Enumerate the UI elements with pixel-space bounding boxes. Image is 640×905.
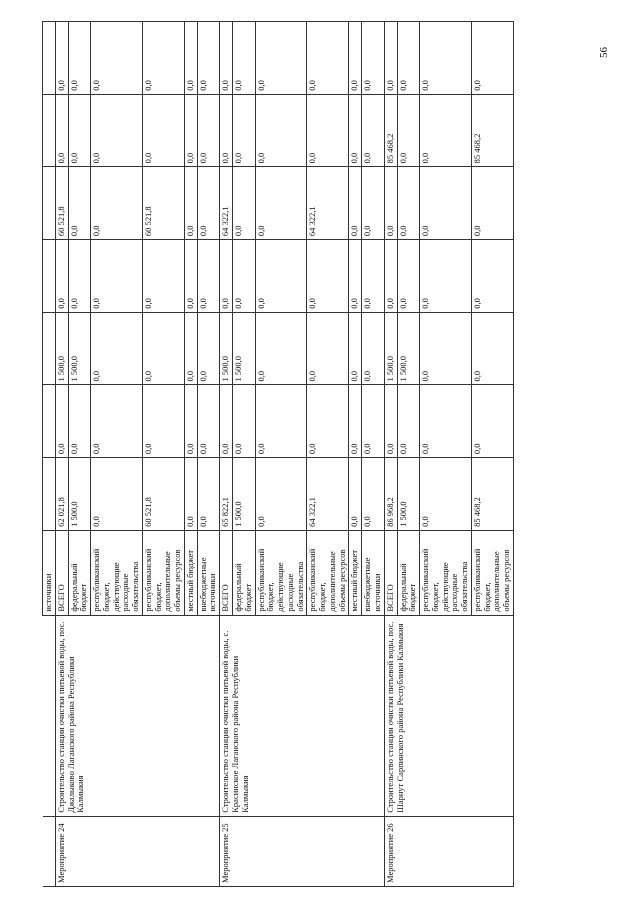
budget-table [42, 21, 514, 887]
value-cell: 0,0 [307, 385, 349, 458]
value-cell: 0,0 [384, 385, 397, 458]
value-cell: 0,0 [362, 22, 385, 95]
funding-source-cell: республиканский бюджет, дополнительные объемы ресурсов [307, 530, 349, 615]
funding-source-cell: федеральный бюджет [233, 530, 256, 615]
value-cell: 0,0 [233, 167, 256, 240]
value-cell: 0,0 [349, 94, 362, 167]
value-cell: 0,0 [91, 385, 143, 458]
value-cell: 0,0 [362, 240, 385, 313]
value-cell: 0,0 [255, 240, 307, 313]
value-cell: 0,0 [420, 22, 472, 95]
value-cell: 0,0 [397, 167, 420, 240]
value-cell: 0,0 [142, 240, 184, 313]
value-cell: 0,0 [471, 312, 513, 385]
value-cell: 64 322,1 [220, 167, 233, 240]
value-cell: 0,0 [142, 94, 184, 167]
funding-source-cell: ВСЕГО [55, 530, 68, 615]
value-cell: 0,0 [255, 385, 307, 458]
value-cell: 0,0 [142, 312, 184, 385]
value-cell: 0,0 [184, 94, 197, 167]
value-cell: 0,0 [349, 385, 362, 458]
value-cell: 0,0 [91, 458, 143, 531]
value-cell: 0,0 [220, 385, 233, 458]
value-cell: 0,0 [397, 240, 420, 313]
value-cell: 0,0 [220, 94, 233, 167]
value-cell: 0,0 [471, 385, 513, 458]
funding-source-cell: местный бюджет [349, 530, 362, 615]
value-cell: 0,0 [397, 22, 420, 95]
funding-source-cell: местный бюджет [184, 530, 197, 615]
value-cell: 0,0 [307, 94, 349, 167]
value-cell: 0,0 [384, 240, 397, 313]
value-cell: 0,0 [255, 312, 307, 385]
value-cell: 0,0 [91, 312, 143, 385]
value-cell: 1 500,0 [397, 312, 420, 385]
value-cell: 0,0 [233, 240, 256, 313]
value-cell: 0,0 [255, 94, 307, 167]
value-cell: 0,0 [349, 312, 362, 385]
value-cell: 0,0 [68, 167, 91, 240]
value-cell: 0,0 [307, 240, 349, 313]
measure-id-cell: Мероприятие 25 [220, 816, 384, 886]
value-cell: 60 521,8 [142, 458, 184, 531]
funding-source-cell: федеральный бюджет [397, 530, 420, 615]
value-cell: 0,0 [142, 385, 184, 458]
value-cell: 0,0 [184, 312, 197, 385]
value-cell: 0,0 [184, 458, 197, 531]
funding-source-cell: республиканский бюджет, действующие расходные обязательства [91, 530, 143, 615]
value-cell: 0,0 [384, 22, 397, 95]
table-row [384, 22, 397, 887]
value-cell: 60 521,8 [142, 167, 184, 240]
value-cell: 0,0 [197, 312, 220, 385]
measure-title-cell: Строительство станции очистки питьевой воды, пос. Джалыково Лаганского района Республики Калмыкия [55, 615, 219, 816]
value-cell: 1 500,0 [233, 458, 256, 531]
value-cell: 1 500,0 [220, 312, 233, 385]
funding-source-cell: республиканский бюджет, дополнительные объемы ресурсов [142, 530, 184, 615]
value-cell: 65 822,1 [220, 458, 233, 531]
value-cell: 0,0 [420, 385, 472, 458]
value-cell: 0,0 [68, 385, 91, 458]
value-cell: 1 500,0 [384, 312, 397, 385]
value-cell: 0,0 [420, 240, 472, 313]
value-cell: 85 468,2 [384, 94, 397, 167]
value-cell: 0,0 [91, 22, 143, 95]
value-cell: 0,0 [362, 167, 385, 240]
value-cell: 0,0 [397, 94, 420, 167]
value-cell: 0,0 [362, 458, 385, 531]
value-cell: 0,0 [55, 385, 68, 458]
value-cell: 64 322,1 [307, 458, 349, 531]
value-cell: 0,0 [220, 22, 233, 95]
value-cell: 1 500,0 [55, 312, 68, 385]
measure-title-cell: Строительство станции очистки питьевой воды, пос. Шарнут Сарпинского района Республики Калмыкия [384, 615, 513, 816]
value-cell: 0,0 [362, 312, 385, 385]
value-cell: 0,0 [307, 312, 349, 385]
header-sources-cell: источники [43, 530, 56, 615]
funding-source-cell: республиканский бюджет, дополнительные объемы ресурсов [471, 530, 513, 615]
value-cell: 86 968,2 [384, 458, 397, 531]
value-cell: 0,0 [420, 94, 472, 167]
value-cell: 0,0 [255, 167, 307, 240]
value-cell: 0,0 [91, 240, 143, 313]
value-cell: 60 521,8 [55, 167, 68, 240]
value-cell: 0,0 [471, 22, 513, 95]
measure-id-cell: Мероприятие 26 [384, 816, 513, 886]
table-row [55, 22, 68, 887]
value-cell: 0,0 [197, 94, 220, 167]
funding-source-cell: ВСЕГО [220, 530, 233, 615]
value-cell: 0,0 [349, 167, 362, 240]
table-row [220, 22, 233, 887]
value-cell: 0,0 [184, 22, 197, 95]
funding-source-cell: внебюджетные источники [362, 530, 385, 615]
value-cell: 0,0 [91, 167, 143, 240]
value-cell: 0,0 [233, 22, 256, 95]
value-cell: 0,0 [255, 22, 307, 95]
value-cell: 1 500,0 [397, 458, 420, 531]
value-cell: 0,0 [362, 94, 385, 167]
value-cell: 0,0 [55, 94, 68, 167]
value-cell: 85 468,2 [471, 458, 513, 531]
table-body [43, 22, 514, 887]
value-cell: 0,0 [233, 385, 256, 458]
value-cell: 0,0 [68, 94, 91, 167]
table-header-row [43, 22, 56, 887]
value-cell: 0,0 [184, 167, 197, 240]
value-cell: 0,0 [55, 240, 68, 313]
value-cell: 0,0 [197, 458, 220, 531]
measure-id-cell: Мероприятие 24 [55, 816, 219, 886]
value-cell: 0,0 [197, 22, 220, 95]
value-cell: 0,0 [197, 167, 220, 240]
value-cell: 0,0 [197, 385, 220, 458]
value-cell: 0,0 [255, 458, 307, 531]
value-cell: 85 468,2 [471, 94, 513, 167]
value-cell: 0,0 [233, 94, 256, 167]
value-cell: 0,0 [220, 240, 233, 313]
value-cell: 0,0 [184, 240, 197, 313]
value-cell: 0,0 [397, 385, 420, 458]
value-cell: 62 021,8 [55, 458, 68, 531]
value-cell: 0,0 [307, 22, 349, 95]
value-cell: 0,0 [55, 22, 68, 95]
value-cell: 1 500,0 [68, 458, 91, 531]
value-cell: 0,0 [142, 22, 184, 95]
funding-source-cell: республиканский бюджет, действующие расходные обязательства [420, 530, 472, 615]
funding-source-cell: ВСЕГО [384, 530, 397, 615]
page-number: 56 [598, 47, 610, 58]
funding-source-cell: федеральный бюджет [68, 530, 91, 615]
value-cell: 1 500,0 [233, 312, 256, 385]
value-cell: 1 500,0 [68, 312, 91, 385]
value-cell: 0,0 [197, 240, 220, 313]
value-cell: 0,0 [384, 167, 397, 240]
funding-source-cell: республиканский бюджет, действующие расходные обязательства [255, 530, 307, 615]
value-cell: 0,0 [471, 240, 513, 313]
value-cell: 0,0 [91, 94, 143, 167]
value-cell: 0,0 [349, 240, 362, 313]
value-cell: 0,0 [68, 22, 91, 95]
value-cell: 64 322,1 [307, 167, 349, 240]
value-cell: 0,0 [184, 385, 197, 458]
value-cell: 0,0 [349, 458, 362, 531]
value-cell: 0,0 [471, 167, 513, 240]
value-cell: 0,0 [420, 458, 472, 531]
value-cell: 0,0 [349, 22, 362, 95]
value-cell: 0,0 [362, 385, 385, 458]
funding-source-cell: внебюджетные источники [197, 530, 220, 615]
measure-title-cell: Строительство станции очистки питьевой воды, с. Красинское Лаганского района Республики Калмыкия [220, 615, 384, 816]
value-cell: 0,0 [420, 167, 472, 240]
value-cell: 0,0 [420, 312, 472, 385]
value-cell: 0,0 [68, 240, 91, 313]
